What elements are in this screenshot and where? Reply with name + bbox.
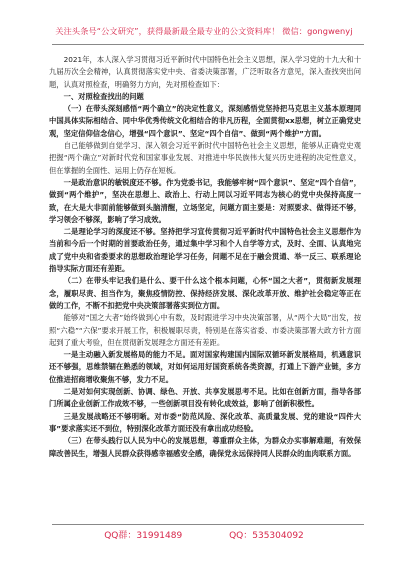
header-divider	[52, 44, 364, 45]
paragraph: （一）在带头深刻感悟“两个确立”的决定性意义，深刻感悟党坚持把马克思主义基本原理同中国具体实际相结合、同中华优秀传统文化相结合的非凡历程，全面贯彻xx思想，树立正确党史观，坚定信仰信念信心，增强“四个意识”、坚定“四个自信”、做到“两个维护”方面。	[49, 104, 361, 138]
paragraph: 2021年，本人深入学习贯彻习近平新时代中国特色社会主义思想，深入学习党的十九大和十九届历次全会精神，认真贯彻落实党中央、省委决策部署，广泛听取各方意见，深入查找突出问题，认真对照检查，明确努力方向，先对照检查如下：	[49, 55, 361, 89]
qq-text: QQ：535304092	[229, 531, 304, 541]
paragraph: 自己能够做到自觉学习、深入领会习近平新时代中国特色社会主义思想，能够从正确党史观把握“两个确立”对新时代党和国家事业发展、对推进中华民族伟大复兴历史进程的决定性意义，但在掌握的全面性、运用上仍存在短板。	[49, 141, 361, 175]
paragraph: 二是对如何实现创新、协调、绿色、开放、共享发展思考不足。比如在创新方面，指导各部门所属企业创新工作成效不够，一些创新项目没有转化成效益，影响了创新积极性。	[49, 387, 361, 409]
footer-divider	[52, 524, 364, 525]
paragraph: 三是发展战略还不够明晰。对市委“防范风险、深化改革、高质量发展、党的建设“四件大事”要求落实还不到位，特别深化改革方面还没有拿出成功经验。	[49, 411, 361, 433]
paragraph: 一是政治意识的敏锐度还不够。作为党委书记，我能够牢树“四个意识”、坚定“四个自信”，做到“两个维护”，坚决在思想上、政治上、行动上同以习近平同志为核心的党中央保持高度一致，在大是大非面前能够做到头脑清醒，立场坚定，问题方面主要是：对照要求、做得还不够，学习领会不够深，影响了学习成效。	[49, 177, 361, 224]
document-body	[49, 54, 361, 460]
paragraph: 一是主动融入新发展格局的能力不足。面对国家构建国内国际双循环新发展格局，机遇意识还不够强，思维禁锢在熟悉的领域，对如何运用好国资系统各类资源，打通上下游产业链，多方位推进招商增收聚焦不够，发力不足。	[49, 350, 361, 384]
paragraph: （二）在带头牢记我们是什么、要干什么这个根本问题，心怀“国之大者”，贯彻新发展理念，履职尽责、担当作为，聚焦疫情防控、保持经济发展、深化改革开放、维护社会稳定等正在做的工作，不断不扣把党中央决策部署落实到位方面。	[49, 276, 361, 310]
promo-header: 关注头条号“公文研究”，获得最新最全最专业的公文资料库！ 微信：gongwenyj	[55, 26, 353, 36]
paragraph: （三）在带头践行以人民为中心的发展思想，尊重群众主体，为群众办实事解难题，有效保障改善民生，增强人民群众获得感幸福感安全感，确保党永远保持同人民群众的血肉联系方面。	[49, 436, 361, 458]
paragraph: 二是理论学习的深度还不够。坚持把学习宣传贯彻习近平新时代中国特色社会主义思想作为当前和今后一个时期的首要政治任务，通过集中学习和个人自学等方式，及时、全面、认真地完成了党中央和省委要求的思想政治理论学习任务，问题不足在于融会贯通、举一反三、联系理论指导实际方面还有差距。	[49, 227, 361, 274]
section-heading: 一、对照检查找出的问题	[63, 91, 144, 101]
qq-group-text: QQ群：31991489	[104, 531, 183, 541]
footer	[0, 528, 408, 541]
paragraph: 能够对“国之大者”始终做到心中有数，及时跟进学习中央决策部署，从“两个大局”出发，按照“六稳”“六保”要求开展工作，积极履职尽责，特别是在落实省委、市委决策部署大政方针方面起到了重大考验，但在贯彻新发展理念方面还有差距。	[49, 313, 361, 347]
